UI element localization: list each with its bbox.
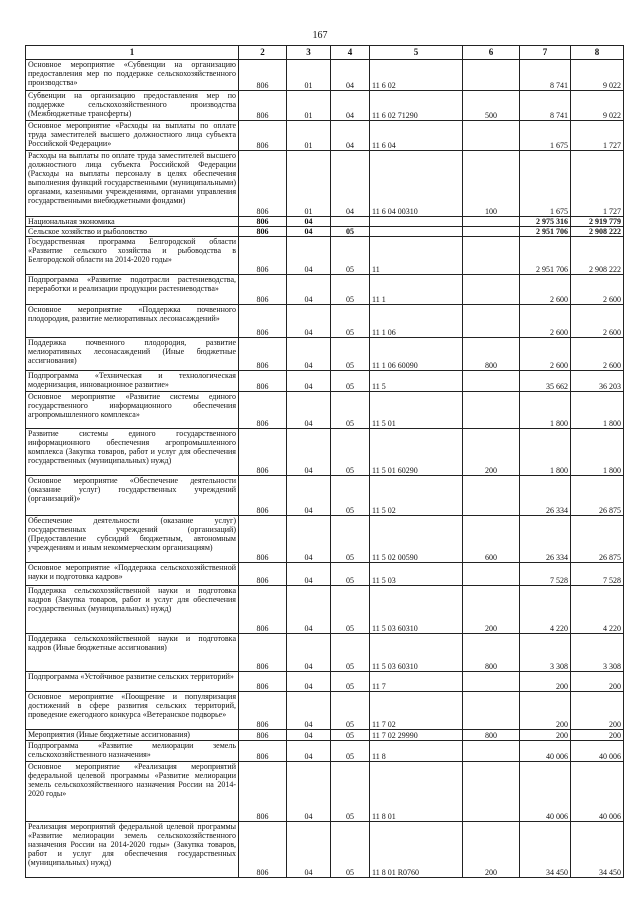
table-row <box>26 227 624 237</box>
row-csr: 11 5 02 <box>370 476 463 516</box>
row-amount-2: 40 006 <box>571 741 624 762</box>
row-gr: 806 <box>239 275 287 305</box>
row-name: Поддержка почвенного плодородия, развитие мелиоративных лесонасаждений (Иные бюджетные ассигнования) <box>26 338 239 371</box>
table-row <box>26 692 624 730</box>
row-csr: 11 8 <box>370 741 463 762</box>
row-vr <box>463 227 520 237</box>
row-amount-2: 26 875 <box>571 516 624 563</box>
row-name: Подпрограмма «Развитие подотрасли растениеводства, переработки и реализации продукции растениеводства» <box>26 275 239 305</box>
row-pr: 05 <box>331 634 370 672</box>
table-row <box>26 563 624 586</box>
row-name: Развитие системы единого государственного информационного обеспечения агропромышленного комплекса (Закупка товаров, работ и услуг для обеспечения государственных (муниципальных) нужд) <box>26 429 239 476</box>
row-amount-1: 26 334 <box>520 516 571 563</box>
row-amount-2: 36 203 <box>571 371 624 392</box>
row-pr: 05 <box>331 237 370 275</box>
table-row <box>26 516 624 563</box>
row-amount-1: 8 741 <box>520 60 571 91</box>
row-csr: 11 <box>370 237 463 275</box>
row-csr: 11 7 <box>370 672 463 692</box>
row-amount-2: 2 908 222 <box>571 227 624 237</box>
table-row <box>26 217 624 227</box>
row-vr: 500 <box>463 91 520 121</box>
row-rz: 04 <box>287 822 331 878</box>
row-gr: 806 <box>239 429 287 476</box>
row-pr: 05 <box>331 305 370 338</box>
row-amount-2: 2 600 <box>571 275 624 305</box>
row-vr: 800 <box>463 730 520 741</box>
row-name: Поддержка сельскохозяйственной науки и подготовка кадров (Закупка товаров, работ и услуг для обеспечения государственных (муниципальных) нужд) <box>26 586 239 634</box>
row-vr <box>463 305 520 338</box>
row-amount-1: 4 220 <box>520 586 571 634</box>
row-rz: 04 <box>287 227 331 237</box>
row-vr <box>463 275 520 305</box>
header-col-csr: 5 <box>370 46 463 60</box>
row-rz: 04 <box>287 692 331 730</box>
row-vr: 200 <box>463 822 520 878</box>
row-csr: 11 7 02 <box>370 692 463 730</box>
row-gr: 806 <box>239 692 287 730</box>
row-pr: 05 <box>331 762 370 822</box>
row-name: Государственная программа Белгородской области «Развитие сельского хозяйства и рыбоводства в Белгородской области на 2014-2020 годы» <box>26 237 239 275</box>
row-rz: 04 <box>287 741 331 762</box>
row-name: Основное мероприятие «Реализация мероприятий федеральной целевой программы «Развитие мелиорации земель сельскохозяйственного назначения России на 2014-2020 годы» <box>26 762 239 822</box>
table-row <box>26 305 624 338</box>
row-pr <box>331 217 370 227</box>
row-pr: 05 <box>331 392 370 429</box>
row-gr: 806 <box>239 91 287 121</box>
row-vr <box>463 371 520 392</box>
table-row <box>26 476 624 516</box>
row-pr: 05 <box>331 741 370 762</box>
row-csr <box>370 227 463 237</box>
row-name: Основное мероприятие «Поддержка почвенного плодородия, развитие мелиоративных лесонасаждений» <box>26 305 239 338</box>
row-rz: 04 <box>287 516 331 563</box>
row-vr: 800 <box>463 338 520 371</box>
row-vr: 200 <box>463 586 520 634</box>
row-vr <box>463 392 520 429</box>
row-name: Расходы на выплаты по оплате труда заместителей высшего должностного лица субъекта Российской Федерации (Расходы на выплаты персоналу в целях обеспечения выполнения функций государственными (муниципальными) органами, казенными учреждениями, органами управления государственными внебюджетными фондами) <box>26 151 239 217</box>
row-vr <box>463 563 520 586</box>
table-row <box>26 121 624 151</box>
row-csr: 11 6 02 <box>370 60 463 91</box>
row-pr: 05 <box>331 563 370 586</box>
row-amount-2: 1 727 <box>571 151 624 217</box>
row-rz: 04 <box>287 634 331 672</box>
table-row <box>26 60 624 91</box>
row-amount-1: 1 675 <box>520 121 571 151</box>
row-name: Основное мероприятие «Обеспечение деятельности (оказание услуг) государственных учреждений (организаций)» <box>26 476 239 516</box>
row-vr <box>463 692 520 730</box>
row-amount-1: 35 662 <box>520 371 571 392</box>
row-rz: 04 <box>287 563 331 586</box>
row-gr: 806 <box>239 371 287 392</box>
row-name: Национальная экономика <box>26 217 239 227</box>
table-row <box>26 371 624 392</box>
row-csr: 11 8 01 <box>370 762 463 822</box>
header-col-amount-2: 8 <box>571 46 624 60</box>
row-gr: 806 <box>239 151 287 217</box>
row-name: Основное мероприятие «Расходы на выплаты по оплате труда заместителей высшего должностного лица субъекта Российской Федерации» <box>26 121 239 151</box>
row-csr: 11 5 03 60310 <box>370 634 463 672</box>
row-amount-1: 2 975 316 <box>520 217 571 227</box>
row-name: Поддержка сельскохозяйственной науки и подготовка кадров (Иные бюджетные ассигнования) <box>26 634 239 672</box>
budget-table <box>25 45 624 878</box>
row-gr: 806 <box>239 762 287 822</box>
row-name: Сельское хозяйство и рыболовство <box>26 227 239 237</box>
row-amount-1: 40 006 <box>520 762 571 822</box>
row-amount-2: 7 528 <box>571 563 624 586</box>
row-pr: 05 <box>331 338 370 371</box>
row-amount-1: 26 334 <box>520 476 571 516</box>
row-vr <box>463 237 520 275</box>
row-amount-2: 2 908 222 <box>571 237 624 275</box>
row-gr: 806 <box>239 634 287 672</box>
row-pr: 05 <box>331 672 370 692</box>
row-name: Подпрограмма «Развитие мелиорации земель сельскохозяйственного назначения» <box>26 741 239 762</box>
table-row <box>26 338 624 371</box>
row-pr: 05 <box>331 476 370 516</box>
row-vr <box>463 741 520 762</box>
row-pr: 05 <box>331 227 370 237</box>
row-vr <box>463 121 520 151</box>
row-amount-1: 200 <box>520 730 571 741</box>
row-name: Подпрограмма «Устойчивое развитие сельских территорий» <box>26 672 239 692</box>
row-amount-1: 1 675 <box>520 151 571 217</box>
row-gr: 806 <box>239 338 287 371</box>
row-amount-1: 2 600 <box>520 275 571 305</box>
row-rz: 04 <box>287 305 331 338</box>
header-col-amount-1: 7 <box>520 46 571 60</box>
row-amount-1: 200 <box>520 672 571 692</box>
row-amount-2: 200 <box>571 730 624 741</box>
row-csr: 11 1 <box>370 275 463 305</box>
row-amount-2: 4 220 <box>571 586 624 634</box>
row-gr: 806 <box>239 237 287 275</box>
table-row <box>26 730 624 741</box>
row-gr: 806 <box>239 305 287 338</box>
row-name: Основное мероприятие «Развитие системы единого государственного информационного обеспечения агропромышленного комплекса» <box>26 392 239 429</box>
row-gr: 806 <box>239 563 287 586</box>
row-gr: 806 <box>239 586 287 634</box>
table-row <box>26 741 624 762</box>
row-pr: 05 <box>331 692 370 730</box>
row-name: Реализация мероприятий федеральной целевой программы «Развитие мелиорации земель сельскохозяйственного назначения России на 2014-2020 годы» (Закупка товаров, работ и услуг для обеспечения государственных (муниципальных) нужд) <box>26 822 239 878</box>
row-gr: 806 <box>239 822 287 878</box>
row-gr: 806 <box>239 672 287 692</box>
header-col-vr: 6 <box>463 46 520 60</box>
row-amount-1: 2 600 <box>520 305 571 338</box>
row-pr: 04 <box>331 151 370 217</box>
row-rz: 01 <box>287 121 331 151</box>
row-amount-1: 2 951 706 <box>520 237 571 275</box>
row-csr: 11 8 01 R0760 <box>370 822 463 878</box>
row-rz: 01 <box>287 60 331 91</box>
row-gr: 806 <box>239 476 287 516</box>
row-rz: 04 <box>287 672 331 692</box>
row-amount-2: 40 006 <box>571 762 624 822</box>
table-row <box>26 586 624 634</box>
row-name: Обеспечение деятельности (оказание услуг) государственных учреждений (организаций) (Предоставление субсидий бюджетным, автономным учреждениям и иным некоммерческим организациям) <box>26 516 239 563</box>
row-pr: 05 <box>331 730 370 741</box>
row-gr: 806 <box>239 741 287 762</box>
row-amount-1: 2 600 <box>520 338 571 371</box>
row-rz: 04 <box>287 371 331 392</box>
row-rz: 01 <box>287 151 331 217</box>
row-amount-2: 1 800 <box>571 392 624 429</box>
row-rz: 04 <box>287 237 331 275</box>
row-pr: 05 <box>331 586 370 634</box>
row-gr: 806 <box>239 227 287 237</box>
row-amount-1: 200 <box>520 692 571 730</box>
table-row <box>26 91 624 121</box>
row-vr <box>463 217 520 227</box>
row-vr: 600 <box>463 516 520 563</box>
header-col-rz: 3 <box>287 46 331 60</box>
row-rz: 04 <box>287 429 331 476</box>
table-row <box>26 151 624 217</box>
header-col-pr: 4 <box>331 46 370 60</box>
row-name: Основное мероприятие «Поощрение и популяризация достижений в сфере развития сельских территорий, проведение ежегодного конкурса «Ветеранское подворье» <box>26 692 239 730</box>
row-rz: 04 <box>287 392 331 429</box>
row-amount-1: 1 800 <box>520 392 571 429</box>
table-row <box>26 429 624 476</box>
row-pr: 05 <box>331 822 370 878</box>
row-csr: 11 5 <box>370 371 463 392</box>
row-amount-2: 2 600 <box>571 305 624 338</box>
row-amount-2: 1 727 <box>571 121 624 151</box>
row-vr <box>463 476 520 516</box>
row-gr: 806 <box>239 392 287 429</box>
row-amount-2: 200 <box>571 692 624 730</box>
row-amount-1: 8 741 <box>520 91 571 121</box>
row-amount-1: 7 528 <box>520 563 571 586</box>
row-gr: 806 <box>239 60 287 91</box>
row-amount-2: 9 022 <box>571 60 624 91</box>
row-gr: 806 <box>239 516 287 563</box>
row-rz: 04 <box>287 762 331 822</box>
row-pr: 04 <box>331 121 370 151</box>
row-vr <box>463 672 520 692</box>
row-amount-1: 40 006 <box>520 741 571 762</box>
row-csr: 11 5 01 <box>370 392 463 429</box>
row-vr <box>463 762 520 822</box>
table-header-row <box>26 46 624 60</box>
table-row <box>26 275 624 305</box>
row-csr: 11 6 02 71290 <box>370 91 463 121</box>
row-vr: 100 <box>463 151 520 217</box>
row-pr: 05 <box>331 371 370 392</box>
table-row <box>26 762 624 822</box>
row-pr: 04 <box>331 91 370 121</box>
table-row <box>26 392 624 429</box>
table-row <box>26 672 624 692</box>
row-rz: 04 <box>287 338 331 371</box>
row-amount-1: 1 800 <box>520 429 571 476</box>
row-amount-2: 26 875 <box>571 476 624 516</box>
row-pr: 04 <box>331 60 370 91</box>
row-csr: 11 1 06 <box>370 305 463 338</box>
table-row <box>26 634 624 672</box>
row-name: Мероприятия (Иные бюджетные ассигнования) <box>26 730 239 741</box>
row-csr <box>370 217 463 227</box>
row-gr: 806 <box>239 217 287 227</box>
row-rz: 01 <box>287 91 331 121</box>
row-name: Основное мероприятие «Субвенции на организацию предоставления мер по поддержке сельскохозяйственного производства» <box>26 60 239 91</box>
row-amount-2: 3 308 <box>571 634 624 672</box>
header-col-name: 1 <box>26 46 239 60</box>
table-row <box>26 822 624 878</box>
row-vr <box>463 60 520 91</box>
row-csr: 11 5 02 00590 <box>370 516 463 563</box>
row-name: Основное мероприятие «Поддержка сельскохозяйственной науки и подготовка кадров» <box>26 563 239 586</box>
row-csr: 11 6 04 <box>370 121 463 151</box>
row-csr: 11 7 02 29990 <box>370 730 463 741</box>
row-csr: 11 6 04 00310 <box>370 151 463 217</box>
row-amount-2: 200 <box>571 672 624 692</box>
row-amount-1: 2 951 706 <box>520 227 571 237</box>
row-rz: 04 <box>287 586 331 634</box>
row-rz: 04 <box>287 217 331 227</box>
row-amount-1: 3 308 <box>520 634 571 672</box>
table-row <box>26 237 624 275</box>
row-csr: 11 5 03 60310 <box>370 586 463 634</box>
row-pr: 05 <box>331 275 370 305</box>
row-vr: 800 <box>463 634 520 672</box>
row-vr: 200 <box>463 429 520 476</box>
row-amount-2: 9 022 <box>571 91 624 121</box>
row-rz: 04 <box>287 730 331 741</box>
row-amount-2: 34 450 <box>571 822 624 878</box>
row-amount-2: 2 600 <box>571 338 624 371</box>
row-pr: 05 <box>331 516 370 563</box>
row-amount-1: 34 450 <box>520 822 571 878</box>
row-csr: 11 5 03 <box>370 563 463 586</box>
page-number: 167 <box>312 30 328 41</box>
row-pr: 05 <box>331 429 370 476</box>
row-rz: 04 <box>287 476 331 516</box>
row-amount-2: 1 800 <box>571 429 624 476</box>
row-name: Субвенции на организацию предоставления мер по поддержке сельскохозяйственного производства (Межбюджетные трансферты) <box>26 91 239 121</box>
row-gr: 806 <box>239 730 287 741</box>
row-name: Подпрограмма «Техническая и технологическая модернизация, инновационное развитие» <box>26 371 239 392</box>
row-rz: 04 <box>287 275 331 305</box>
row-csr: 11 1 06 60090 <box>370 338 463 371</box>
header-col-gr: 2 <box>239 46 287 60</box>
row-gr: 806 <box>239 121 287 151</box>
row-amount-2: 2 919 779 <box>571 217 624 227</box>
row-csr: 11 5 01 60290 <box>370 429 463 476</box>
